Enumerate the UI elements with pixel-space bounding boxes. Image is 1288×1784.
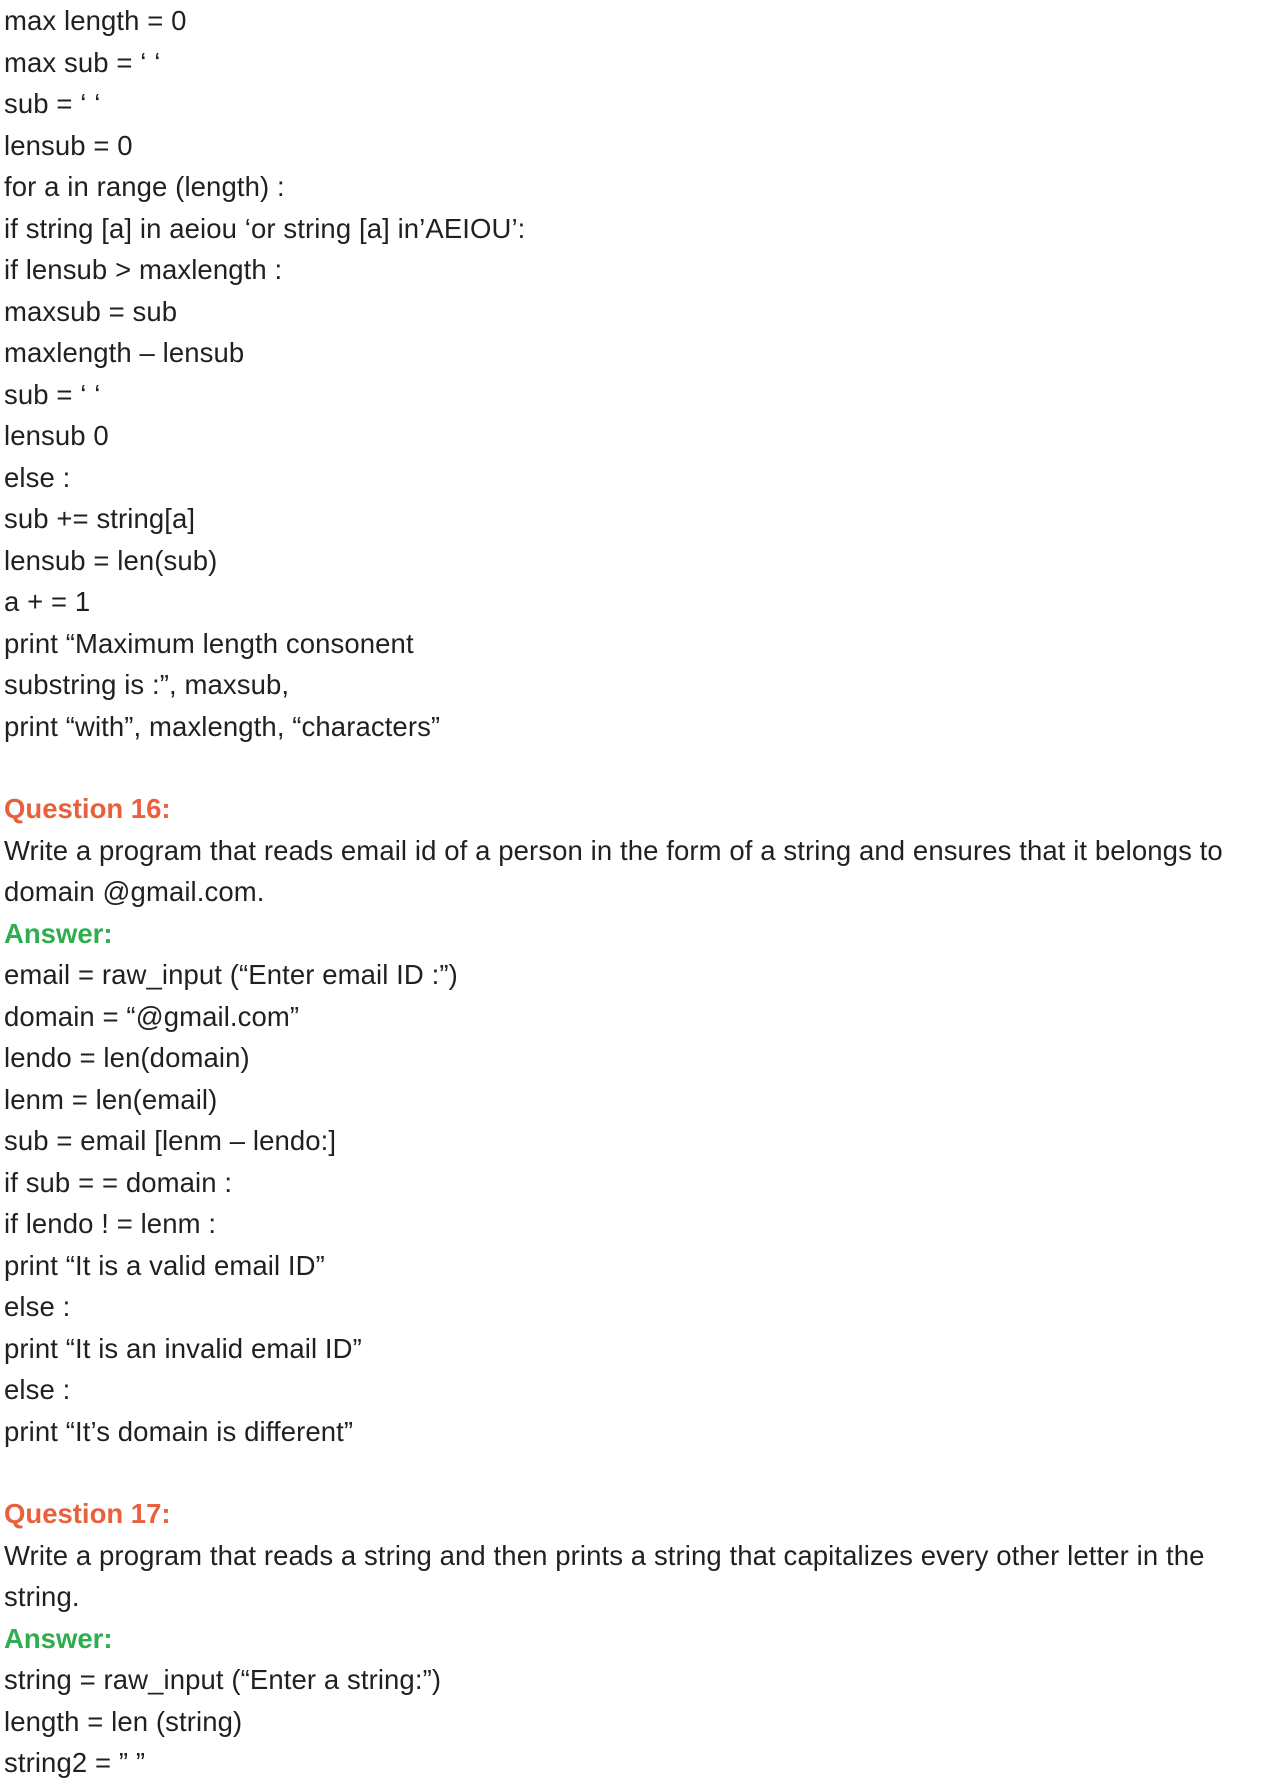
code-line: maxlength – lensub	[4, 337, 245, 368]
code-line: lenm = len(email)	[4, 1083, 218, 1115]
code-line: print “Maximum length consonent	[4, 627, 414, 659]
code-line: print “It is a valid email ID”	[4, 1249, 325, 1281]
document-content	[4, 0, 1270, 1784]
code-line: sub = ‘ ‘	[4, 88, 101, 119]
code-line: lensub 0	[4, 420, 109, 451]
answer-heading: Answer:	[4, 1622, 113, 1654]
code-line: lensub = 0	[4, 129, 133, 161]
paragraph-spacer	[4, 747, 1270, 788]
code-line: if lensub > maxlength :	[4, 254, 283, 285]
code-line: if lendo ! = lenm :	[4, 1208, 217, 1239]
code-line: print “It’s domain is different”	[4, 1415, 354, 1447]
code-line: string2 = ” ”	[4, 1747, 146, 1778]
code-line: length = len (string)	[4, 1705, 243, 1737]
question-text: Write a program that reads email id of a person in the form of a string and ensures that it belongs to domain @gmail.com.	[4, 834, 1231, 907]
code-line: max length = 0	[4, 5, 187, 36]
code-line: if sub = = domain :	[4, 1166, 233, 1198]
question-heading: Question 16:	[4, 793, 171, 824]
code-line: lendo = len(domain)	[4, 1042, 250, 1073]
question-text: Write a program that reads a string and then prints a string that capitalizes every other letter in the string.	[4, 1539, 1213, 1612]
code-line: else :	[4, 461, 71, 493]
code-line: sub = email [lenm – lendo:]	[4, 1125, 337, 1156]
paragraph-spacer	[4, 1452, 1270, 1493]
code-line: print “with”, maxlength, “characters”	[4, 710, 441, 742]
question-heading: Question 17:	[4, 1498, 171, 1529]
code-line: substring is :”, maxsub,	[4, 669, 290, 700]
code-line: for a in range (length) :	[4, 171, 285, 202]
code-line: if string [a] in aeiou ‘or string [a] in’AEIOU’:	[4, 212, 526, 244]
answer-heading: Answer:	[4, 917, 113, 949]
code-line: max sub = ‘ ‘	[4, 46, 161, 78]
code-line: print “It is an invalid email ID”	[4, 1332, 362, 1364]
code-line: maxsub = sub	[4, 295, 178, 327]
code-line: else :	[4, 1291, 71, 1322]
code-line: string = raw_input (“Enter a string:”)	[4, 1664, 442, 1695]
code-line: domain = “@gmail.com”	[4, 1000, 300, 1032]
code-line: else :	[4, 1374, 71, 1405]
code-line: a + = 1	[4, 586, 91, 617]
code-line: sub = ‘ ‘	[4, 378, 101, 410]
code-line: sub += string[a]	[4, 503, 196, 534]
code-line: email = raw_input (“Enter email ID :”)	[4, 959, 458, 990]
code-line: lensub = len(sub)	[4, 544, 218, 576]
